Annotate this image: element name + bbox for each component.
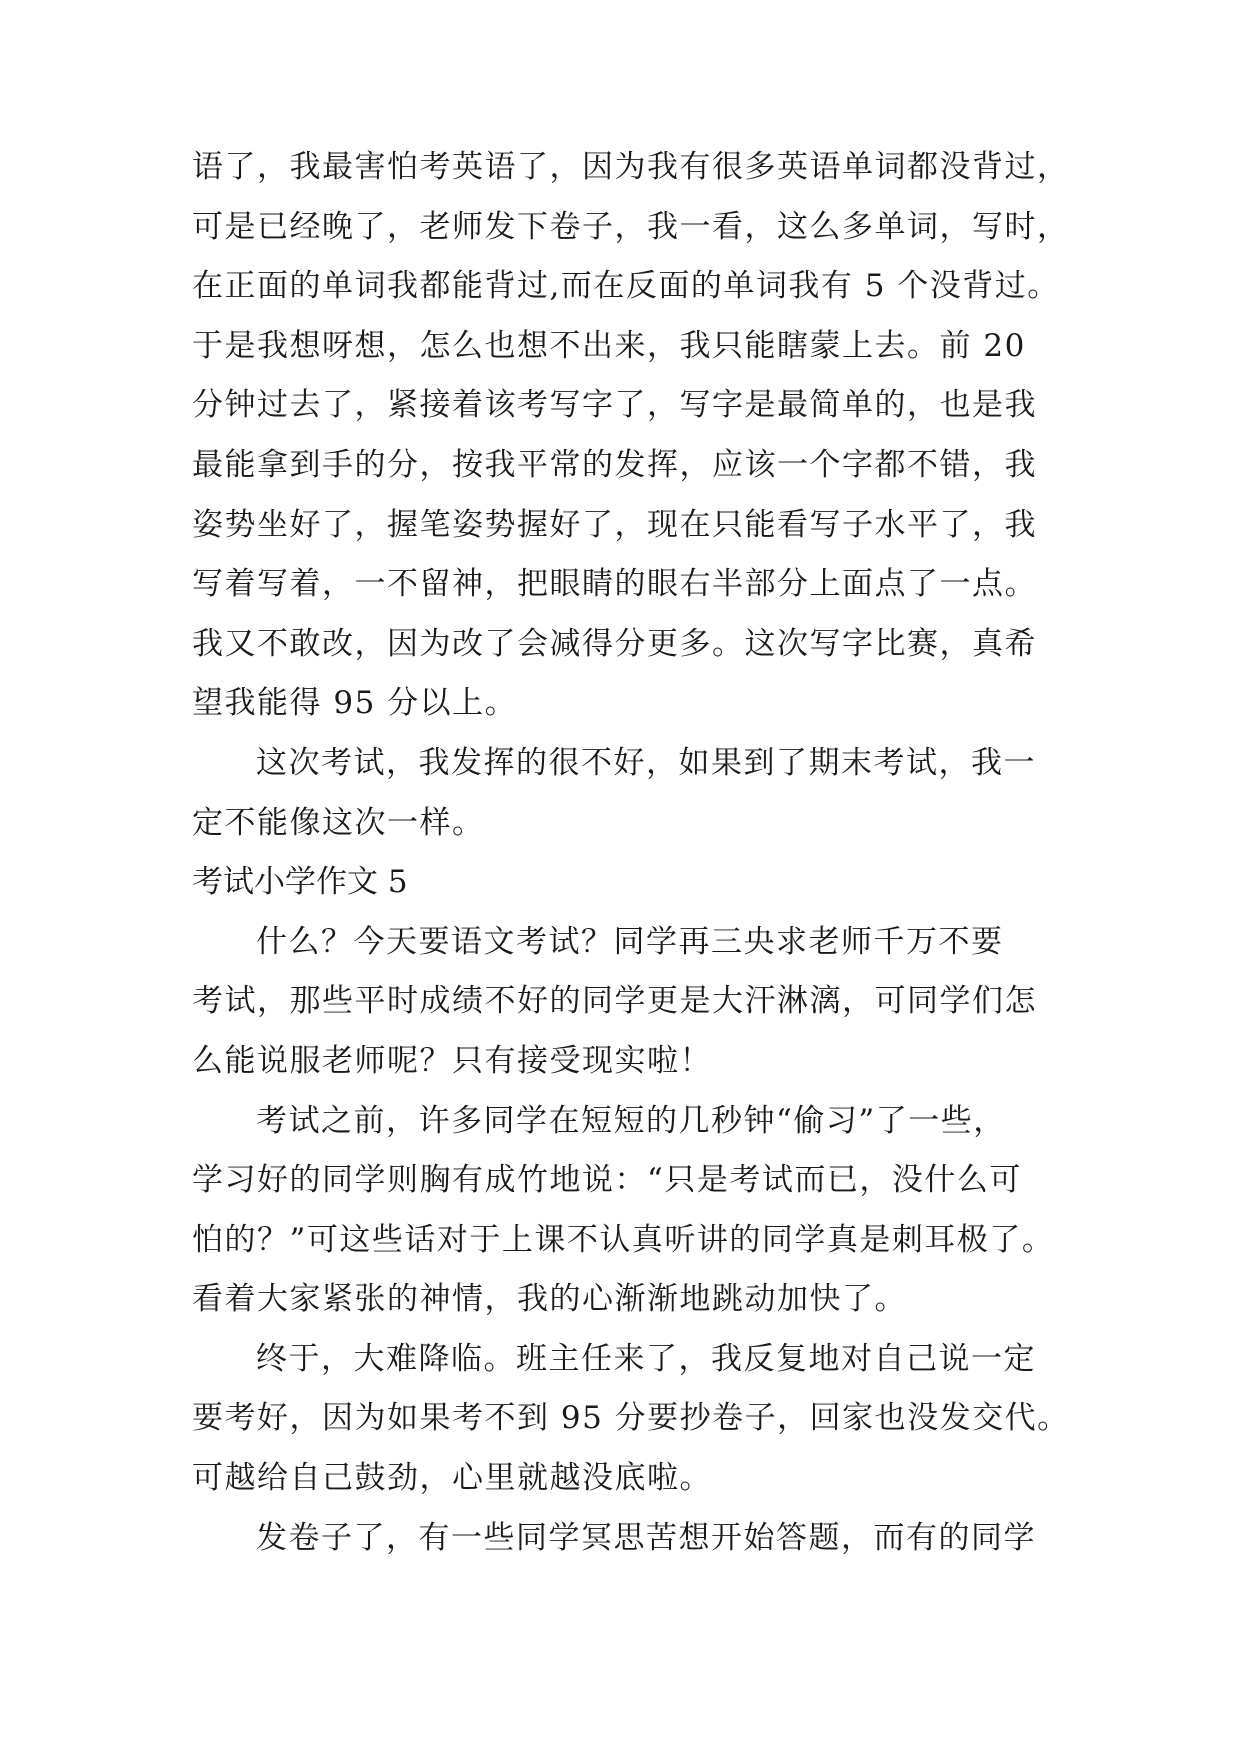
text-line: 姿势坐好了，握笔姿势握好了，现在只能看写子水平了，我 (192, 506, 1037, 543)
text-line: 学习好的同学则胸有成竹地说：“只是考试而已，没什么可 (192, 1162, 1022, 1199)
text-line: 考试之前，许多同学在短短的几秒钟“偷习”了一些， (256, 1102, 1006, 1139)
text-line: 于是我想呀想，怎么也想不出来，我只能瞎蒙上去。前 20 (192, 327, 1026, 364)
text-line: 这次考试，我发挥的很不好，如果到了期末考试，我一 (256, 744, 1036, 781)
text-line: 怕的？”可这些话对于上课不认真听讲的同学真是刺耳极了。 (192, 1221, 1055, 1258)
text-line: 分钟过去了，紧接着该考写字了，写字是最简单的，也是我 (192, 387, 1037, 424)
text-line: 在正面的单词我都能背过,而在反面的单词我有 5 个没背过。 (192, 268, 1060, 305)
section-heading: 考试小学作文 5 (192, 864, 408, 901)
document-body (192, 138, 1072, 1568)
text-line: 终于，大难降临。班主任来了，我反复地对自己说一定 (256, 1340, 1036, 1377)
text-line: 什么？今天要语文考试？同学再三央求老师千万不要 (256, 923, 1004, 960)
text-line: 最能拿到手的分，按我平常的发挥，应该一个字都不错，我 (192, 446, 1037, 483)
text-line: 可是已经晚了，老师发下卷子，我一看，这么多单词，写时， (192, 208, 1070, 245)
text-line: 考试，那些平时成绩不好的同学更是大汗淋漓，可同学们怎 (192, 983, 1037, 1020)
text-line: 可越给自己鼓劲，心里就越没底啦。 (192, 1460, 712, 1497)
text-line: 么能说服老师呢？只有接受现实啦！ (192, 1042, 712, 1079)
text-line: 我又不敢改，因为改了会减得分更多。这次写字比赛，真希 (192, 625, 1037, 662)
text-line: 语了，我最害怕考英语了，因为我有很多英语单词都没背过， (192, 149, 1070, 185)
text-line: 望我能得 95 分以上。 (192, 685, 518, 722)
text-line: 看着大家紧张的神情，我的心渐渐地跳动加快了。 (192, 1281, 907, 1318)
text-line: 要考好，因为如果考不到 95 分要抄卷子，回家也没发交代。 (192, 1400, 1070, 1437)
text-line: 写着写着，一不留神，把眼睛的眼右半部分上面点了一点。 (192, 566, 1037, 603)
text-line: 定不能像这次一样。 (192, 804, 485, 841)
text-line: 发卷子了，有一些同学冥思苦想开始答题，而有的同学 (256, 1519, 1036, 1556)
